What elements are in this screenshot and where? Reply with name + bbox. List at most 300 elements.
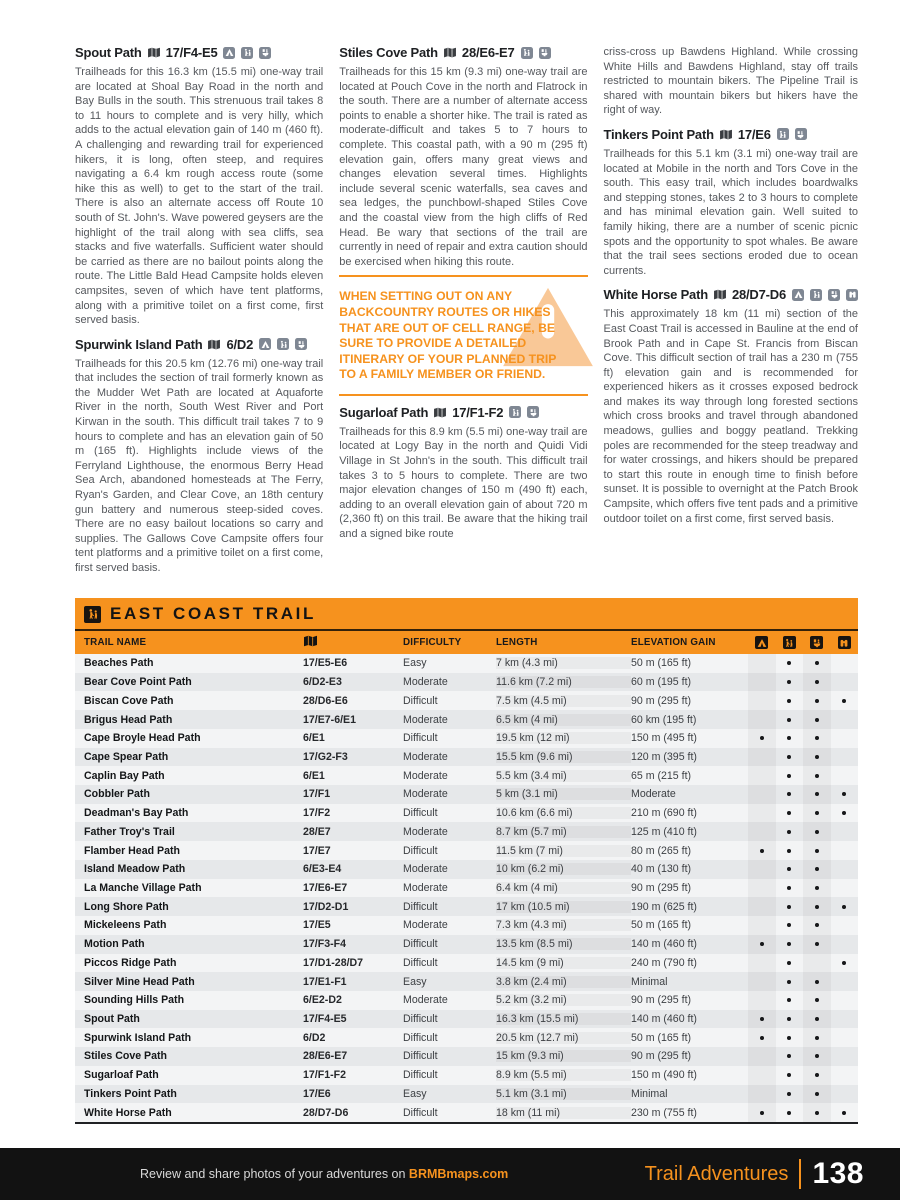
cell-amenity-toilet	[803, 991, 831, 1010]
cell-difficulty: Difficult	[403, 1050, 438, 1063]
cell-elevation-gain: 60 m (195 ft)	[631, 676, 692, 689]
cell-amenity-tent	[748, 860, 776, 879]
amenity-dot	[815, 680, 819, 684]
amenity-dot	[815, 923, 819, 927]
table-row	[75, 785, 858, 804]
amenity-dot	[842, 699, 846, 703]
cell-amenity-binoculars	[831, 691, 859, 710]
cell-amenity-toilet	[803, 710, 831, 729]
cell-difficulty: Moderate	[403, 676, 448, 689]
cell-map-reference: 17/D2-D1	[303, 900, 349, 913]
amenity-dot	[842, 811, 846, 815]
cell-amenity-toilet	[803, 954, 831, 973]
trail-description: Trailheads for this 15 km (9.3 mi) one-way trail are located at Pouch Cove in the north and Flatrock in the south. There are a number of alternate access points to enable a shorter hike. The trail is rated as moderate-difficult and takes 5 to 7 hours to complete. This coastal path, with a 90 m (295 ft) elevation gain, offers many great views and changes elevation several times. Highlights include several scenic waterfalls, sea caves and sea ledges, the punchbowl-shaped Stiles Cove and the coastal view from the high cliffs of Red Head. Be wary that sections of the trail are currently in need of repair and extra caution should be exercised when hiking this route.	[339, 66, 588, 268]
amenity-dot	[815, 830, 819, 834]
hikers-icon	[521, 47, 533, 59]
cell-amenity-hikers	[776, 785, 804, 804]
trail-section	[339, 45, 587, 269]
amenity-dot	[760, 1111, 764, 1115]
table-row	[75, 822, 858, 841]
amenity-dot	[787, 961, 791, 965]
table-row	[75, 710, 858, 729]
toilet-icon	[295, 338, 307, 350]
cell-amenity-toilet	[803, 860, 831, 879]
cell-amenity-hikers	[776, 897, 804, 916]
amenity-dot	[760, 849, 764, 853]
cell-amenity-binoculars	[831, 785, 859, 804]
amenity-dot	[842, 792, 846, 796]
cell-length: 13.5 km (8.5 mi)	[496, 938, 631, 950]
cell-amenity-binoculars	[831, 729, 859, 748]
cell-trail-name: Flamber Head Path	[84, 844, 180, 857]
cell-amenity-hikers	[776, 1028, 804, 1047]
amenity-dot	[787, 1054, 791, 1058]
tent-icon	[259, 338, 271, 350]
hikers-icon	[810, 289, 822, 301]
cell-amenity-hikers	[776, 916, 804, 935]
cell-length: 20.5 km (12.7 mi)	[496, 1032, 631, 1044]
cell-trail-name: Mickeleens Path	[84, 919, 167, 932]
amenity-dot	[787, 811, 791, 815]
cell-length: 7 km (4.3 mi)	[496, 657, 631, 669]
table-row	[75, 654, 858, 673]
column-header-tent	[748, 636, 776, 649]
trail-name: White Horse Path	[603, 287, 708, 303]
cell-map-reference: 17/E7-6/E1	[303, 713, 357, 726]
amenity-dot	[815, 886, 819, 890]
table-row	[75, 1010, 858, 1029]
page-number: 138	[812, 1157, 864, 1190]
hikers-icon	[241, 47, 253, 59]
amenity-dot	[787, 1111, 791, 1115]
column-header-trail-name: TRAIL NAME	[84, 637, 147, 648]
cell-amenity-tent	[748, 654, 776, 673]
cell-amenity-toilet	[803, 748, 831, 767]
cell-length: 6.4 km (4 mi)	[496, 882, 631, 894]
cell-amenity-toilet	[803, 879, 831, 898]
cell-amenity-toilet	[803, 1010, 831, 1029]
cell-elevation-gain: 60 km (195 ft)	[631, 713, 697, 726]
amenity-dot	[842, 961, 846, 965]
cell-amenity-binoculars	[831, 1047, 859, 1066]
cell-difficulty: Moderate	[403, 825, 448, 838]
trail-description: Trailheads for this 20.5 km (12.76 mi) one-way trail that includes the section of trail formerly known as the Mudder Wet Path are located at Aquaforte River in the north, South West River and Port Kirwan in the south. This difficult trail takes 7 to 9 hours to complete and has an elevation gain of 50 m (165 ft). Highlights include views of the Ferryland Lighthouse, the enormous Berry Head Sea Arch, abandoned homesteads at The Ferry, Ryan's Garden, and Clear Cove, an 18th century gun battery and numerous steep-sided coves. There are no easy bailout locations so carry and supplies. The Gallows Cove Campsite offers four tent platforms and a primitive toilet on a first come, first served basis.	[75, 357, 324, 574]
trail-description: Trailheads for this 16.3 km (15.5 mi) one-way trail are located at Shoal Bay Road in the north and Bay Bulls in the south. This strenuous trail takes 8 to 11 hours to complete and is very hilly, which adds to the actual elevation gain of 140 m (460 ft). A challenging and rewarding trail for experienced hikers, it is long, often steep, and requires navigating a 6.4 km rough access route (some hike this as well) to get to the start of the trail. There is also an alternate access off Route 10 south of St. John's. Wave powered geysers are the highlight of the trail along with sea cliffs, sea stacks and five waterfalls. Sufficient water should be carried as there are no bailout points along the route. The Little Bald Head Campsite holds eleven campsites, seven of which have tent platforms, along with a primitive toilet on a first come, first served basis.	[75, 66, 324, 327]
cell-difficulty: Difficult	[403, 1106, 438, 1119]
cell-length: 14.5 km (9 mi)	[496, 957, 631, 969]
amenity-dot	[760, 736, 764, 740]
cell-amenity-binoculars	[831, 748, 859, 767]
cell-elevation-gain: 65 m (215 ft)	[631, 769, 692, 782]
amenity-dot	[815, 1017, 819, 1021]
cell-amenity-binoculars	[831, 766, 859, 785]
amenity-dot	[787, 680, 791, 684]
cell-difficulty: Easy	[403, 1087, 427, 1100]
cell-amenity-binoculars	[831, 1028, 859, 1047]
cell-difficulty: Difficult	[403, 956, 438, 969]
cell-elevation-gain: Moderate	[631, 788, 676, 801]
cell-difficulty: Difficult	[403, 900, 438, 913]
table-row	[75, 691, 858, 710]
table-row	[75, 1103, 858, 1122]
table-row	[75, 748, 858, 767]
trail-name: Sugarloaf Path	[339, 404, 429, 420]
table-row	[75, 1085, 858, 1104]
cell-amenity-hikers	[776, 1047, 804, 1066]
cell-amenity-toilet	[803, 766, 831, 785]
amenity-dot	[787, 736, 791, 740]
trail-section	[604, 127, 858, 278]
cell-length: 10 km (6.2 mi)	[496, 863, 631, 875]
column-right	[604, 45, 858, 598]
table-row	[75, 1028, 858, 1047]
cell-difficulty: Difficult	[403, 1013, 438, 1026]
cell-elevation-gain: 50 m (165 ft)	[631, 1031, 692, 1044]
trail-section	[75, 337, 323, 576]
amenity-dot	[787, 923, 791, 927]
amenity-dot	[787, 774, 791, 778]
cell-amenity-tent	[748, 1085, 776, 1104]
cell-map-reference: 17/F1-F2	[303, 1069, 346, 1082]
column-middle	[339, 45, 587, 598]
cell-amenity-hikers	[776, 1085, 804, 1104]
cell-amenity-binoculars	[831, 897, 859, 916]
binoculars-icon	[846, 289, 858, 301]
trail-description: criss-cross up Bawdens Highland. While crossing White Hills and Bawdens Highland, stay off trails restricted to mountain bikers. The Pipeline Trail is shared with mountain bikers but hikers have the right of way.	[603, 46, 858, 117]
cell-elevation-gain: 150 m (495 ft)	[631, 732, 697, 745]
amenity-dot	[787, 661, 791, 665]
cell-amenity-hikers	[776, 972, 804, 991]
amenity-dot	[815, 1092, 819, 1096]
cell-amenity-hikers	[776, 841, 804, 860]
cell-amenity-tent	[748, 1066, 776, 1085]
cell-elevation-gain: 210 m (690 ft)	[631, 807, 697, 820]
cell-trail-name: Cobbler Path	[84, 788, 150, 801]
table-row	[75, 991, 858, 1010]
map-icon	[433, 407, 447, 418]
cell-map-reference: 28/D6-E6	[303, 694, 348, 707]
cell-difficulty: Moderate	[403, 750, 448, 763]
cell-length: 17 km (10.5 mi)	[496, 901, 631, 913]
cell-difficulty: Moderate	[403, 881, 448, 894]
column-header-length: LENGTH	[496, 637, 538, 648]
cell-amenity-toilet	[803, 654, 831, 673]
cell-amenity-tent	[748, 822, 776, 841]
map-reference: 17/F1-F2	[452, 404, 504, 420]
trail-section-heading	[339, 45, 587, 60]
amenity-dot	[760, 1036, 764, 1040]
amenity-dot	[815, 792, 819, 796]
trail-section-heading	[75, 337, 323, 352]
cell-map-reference: 17/E7	[303, 844, 331, 857]
cell-elevation-gain: 150 m (490 ft)	[631, 1069, 697, 1082]
cell-amenity-toilet	[803, 729, 831, 748]
east-coast-trail-table	[75, 598, 858, 1124]
map-reference: 28/D7-D6	[731, 287, 786, 303]
cell-amenity-toilet	[803, 822, 831, 841]
amenity-dot	[787, 792, 791, 796]
map-icon	[303, 635, 403, 650]
cell-amenity-hikers	[776, 804, 804, 823]
cell-amenity-toilet	[803, 916, 831, 935]
trail-name: Spout Path	[75, 45, 142, 60]
cell-map-reference: 6/E1	[303, 732, 325, 745]
cell-amenity-binoculars	[831, 972, 859, 991]
trail-section-heading	[75, 45, 323, 60]
table-title: EAST COAST TRAIL	[110, 604, 316, 623]
map-reference: 17/E6	[737, 126, 771, 142]
cell-difficulty: Moderate	[403, 788, 448, 801]
map-icon	[147, 47, 161, 58]
cell-difficulty: Difficult	[403, 807, 438, 820]
cell-map-reference: 17/F4-E5	[303, 1013, 347, 1026]
binoculars-icon	[838, 636, 851, 649]
cell-elevation-gain: 80 m (265 ft)	[631, 844, 692, 857]
toilet-icon	[828, 289, 840, 301]
cell-trail-name: Spout Path	[84, 1013, 140, 1026]
amenity-dot	[787, 1017, 791, 1021]
footer-section-label: Trail Adventures	[644, 1162, 789, 1185]
amenity-dot	[787, 699, 791, 703]
cell-length: 7.3 km (4.3 mi)	[496, 919, 631, 931]
cell-elevation-gain: 90 m (295 ft)	[631, 1050, 692, 1063]
cell-amenity-binoculars	[831, 654, 859, 673]
cell-difficulty: Difficult	[403, 1069, 438, 1082]
cell-amenity-toilet	[803, 1066, 831, 1085]
map-reference: 28/E6-E7	[461, 45, 515, 60]
cell-map-reference: 17/G2-F3	[303, 750, 348, 763]
cell-map-reference: 17/E1-F1	[303, 975, 347, 988]
amenity-dot	[787, 1092, 791, 1096]
cell-amenity-binoculars	[831, 673, 859, 692]
cell-amenity-hikers	[776, 766, 804, 785]
cell-elevation-gain: 140 m (460 ft)	[631, 938, 697, 951]
table-row	[75, 879, 858, 898]
cell-amenity-hikers	[776, 748, 804, 767]
cell-amenity-binoculars	[831, 1085, 859, 1104]
table-row	[75, 954, 858, 973]
cell-length: 5.2 km (3.2 mi)	[496, 994, 631, 1006]
amenity-dot	[787, 942, 791, 946]
cell-length: 15 km (9.3 mi)	[496, 1050, 631, 1062]
amenity-dot	[787, 1036, 791, 1040]
cell-amenity-hikers	[776, 991, 804, 1010]
map-icon	[443, 47, 457, 58]
table-row	[75, 1066, 858, 1085]
cell-amenity-toilet	[803, 935, 831, 954]
cell-elevation-gain: 140 m (460 ft)	[631, 1013, 697, 1026]
amenity-dot	[842, 905, 846, 909]
trail-name: Tinkers Point Path	[603, 126, 714, 142]
cell-amenity-tent	[748, 785, 776, 804]
cell-trail-name: Bear Cove Point Path	[84, 676, 192, 689]
amenity-dot	[815, 849, 819, 853]
cell-amenity-binoculars	[831, 954, 859, 973]
cell-length: 7.5 km (4.5 mi)	[496, 695, 631, 707]
cell-amenity-toilet	[803, 1028, 831, 1047]
cell-amenity-tent	[748, 972, 776, 991]
amenity-dot	[815, 905, 819, 909]
column-header-binoculars	[831, 636, 859, 649]
cell-length: 11.6 km (7.2 mi)	[496, 676, 631, 688]
amenity-dot	[787, 867, 791, 871]
cell-amenity-tent	[748, 991, 776, 1010]
amenity-dot	[787, 830, 791, 834]
cell-amenity-toilet	[803, 1047, 831, 1066]
cell-map-reference: 17/E6-E7	[303, 881, 348, 894]
brmbmaps-link[interactable]: BRMBmaps.com	[408, 1167, 509, 1181]
cell-map-reference: 17/F2	[303, 807, 331, 820]
backcountry-warning-callout	[339, 275, 587, 396]
cell-amenity-binoculars	[831, 879, 859, 898]
cell-elevation-gain: 90 m (295 ft)	[631, 881, 692, 894]
cell-amenity-tent	[748, 1010, 776, 1029]
cell-amenity-tent	[748, 954, 776, 973]
cell-amenity-toilet	[803, 897, 831, 916]
cell-trail-name: Father Troy's Trail	[84, 825, 175, 838]
cell-length: 5.5 km (3.4 mi)	[496, 770, 631, 782]
column-header-toilet	[803, 636, 831, 649]
toilet-icon	[539, 47, 551, 59]
cell-difficulty: Easy	[403, 975, 427, 988]
cell-length: 6.5 km (4 mi)	[496, 714, 631, 726]
footer-promo-text: Review and share photos of your adventures on BRMBmaps.com	[140, 1167, 509, 1181]
cell-trail-name: White Horse Path	[84, 1106, 172, 1119]
map-icon	[719, 129, 733, 140]
cell-amenity-toilet	[803, 841, 831, 860]
cell-amenity-tent	[748, 897, 776, 916]
amenity-dot	[787, 755, 791, 759]
cell-difficulty: Moderate	[403, 994, 448, 1007]
cell-difficulty: Difficult	[403, 1031, 438, 1044]
cell-trail-name: Brigus Head Path	[84, 713, 173, 726]
cell-amenity-tent	[748, 729, 776, 748]
trail-section	[604, 287, 858, 526]
cell-amenity-tent	[748, 879, 776, 898]
cell-amenity-tent	[748, 916, 776, 935]
cell-difficulty: Difficult	[403, 844, 438, 857]
footer-section-info	[645, 1157, 864, 1191]
table-row	[75, 804, 858, 823]
amenity-dot	[815, 942, 819, 946]
amenity-dot	[760, 1017, 764, 1021]
table-row	[75, 841, 858, 860]
cell-amenity-tent	[748, 766, 776, 785]
cell-elevation-gain: Minimal	[631, 975, 668, 988]
warning-text: WHEN SETTING OUT ON ANY BACKCOUNTRY ROUTES OR HIKES THAT ARE OUT OF CELL RANGE, BE SURE TO PROVIDE A DETAILED ITINERARY OF YOUR PLANNED TRIP TO A FAMILY MEMBER OR FRIEND.	[339, 289, 557, 382]
cell-length: 5 km (3.1 mi)	[496, 788, 631, 800]
cell-amenity-binoculars	[831, 804, 859, 823]
table-header-row	[75, 631, 858, 654]
cell-trail-name: Biscan Cove Path	[84, 694, 174, 707]
cell-map-reference: 17/E5	[303, 919, 331, 932]
cell-length: 10.6 km (6.6 mi)	[496, 807, 631, 819]
hikers-icon	[277, 338, 289, 350]
toilet-icon	[259, 47, 271, 59]
cell-elevation-gain: 90 m (295 ft)	[631, 694, 692, 707]
toilet-icon	[795, 128, 807, 140]
cell-amenity-binoculars	[831, 822, 859, 841]
cell-amenity-tent	[748, 1103, 776, 1122]
cell-difficulty: Difficult	[403, 732, 438, 745]
cell-elevation-gain: 90 m (295 ft)	[631, 994, 692, 1007]
map-icon	[207, 339, 221, 350]
cell-trail-name: Island Meadow Path	[84, 863, 186, 876]
cell-trail-name: La Manche Village Path	[84, 881, 202, 894]
table-banner	[75, 598, 858, 654]
amenity-dot	[815, 755, 819, 759]
cell-length: 11.5 km (7 mi)	[496, 845, 631, 857]
cell-amenity-toilet	[803, 1085, 831, 1104]
cell-amenity-hikers	[776, 935, 804, 954]
amenity-dot	[787, 718, 791, 722]
amenity-dot	[815, 699, 819, 703]
cell-map-reference: 17/F3-F4	[303, 938, 346, 951]
cell-difficulty: Easy	[403, 657, 427, 670]
cell-amenity-binoculars	[831, 710, 859, 729]
page-footer	[0, 1148, 900, 1200]
cell-trail-name: Motion Path	[84, 938, 145, 951]
trail-name: Stiles Cove Path	[339, 45, 438, 60]
column-left	[75, 45, 323, 598]
tent-icon	[223, 47, 235, 59]
cell-length: 8.9 km (5.5 mi)	[496, 1069, 631, 1081]
cell-amenity-binoculars	[831, 860, 859, 879]
cell-length: 15.5 km (9.6 mi)	[496, 751, 631, 763]
hikers-icon	[509, 406, 521, 418]
cell-trail-name: Tinkers Point Path	[84, 1087, 177, 1100]
cell-length: 3.8 km (2.4 mi)	[496, 976, 631, 988]
cell-trail-name: Piccos Ridge Path	[84, 956, 177, 969]
cell-length: 18 km (11 mi)	[496, 1107, 631, 1119]
page-content	[75, 45, 858, 1124]
cell-amenity-binoculars	[831, 935, 859, 954]
amenity-dot	[760, 942, 764, 946]
cell-difficulty: Moderate	[403, 769, 448, 782]
cell-map-reference: 17/E5-E6	[303, 657, 348, 670]
trail-name: Spurwink Island Path	[75, 336, 203, 352]
cell-difficulty: Difficult	[403, 694, 438, 707]
cell-trail-name: Cape Spear Path	[84, 750, 169, 763]
cell-amenity-hikers	[776, 1010, 804, 1029]
cell-amenity-binoculars	[831, 1103, 859, 1122]
cell-elevation-gain: 230 m (755 ft)	[631, 1106, 697, 1119]
cell-amenity-tent	[748, 804, 776, 823]
table-row	[75, 1047, 858, 1066]
cell-amenity-tent	[748, 935, 776, 954]
table-row	[75, 916, 858, 935]
cell-elevation-gain: 50 m (165 ft)	[631, 919, 692, 932]
amenity-dot	[815, 980, 819, 984]
table-row	[75, 860, 858, 879]
cell-amenity-hikers	[776, 654, 804, 673]
cell-map-reference: 17/D1-28/D7	[303, 956, 364, 969]
amenity-dot	[815, 998, 819, 1002]
amenity-dot	[815, 1073, 819, 1077]
cell-amenity-toilet	[803, 673, 831, 692]
cell-elevation-gain: 50 m (165 ft)	[631, 657, 692, 670]
cell-amenity-hikers	[776, 860, 804, 879]
amenity-dot	[815, 1111, 819, 1115]
amenity-dot	[787, 886, 791, 890]
cell-map-reference: 6/D2	[303, 1031, 326, 1044]
amenity-dot	[815, 1036, 819, 1040]
cell-amenity-hikers	[776, 1066, 804, 1085]
trail-description: This approximately 18 km (11 mi) section of the East Coast Trail is accessed in Bauline at the end of Brook Path and in Cape St. Francis from Biscan Cove. This difficult section of trail has a 230 m (755 ft) elevation gain and is recommended for experienced hikers as it crosses exposed bedrock and makes its way through long forested sections which cross brooks and travel through abandoned meadows, gullies and boggy peatland. Trekking poles are recommended for the steep treadway and for water crossings, and hikers should be prepared to start this route in enough time to finish before sunset. It is possible to overnight at the Patch Brook Campsite, which offers five tent pads and a primitive outdoor toilet on a first come, first served basis.	[603, 308, 858, 525]
cell-amenity-tent	[748, 691, 776, 710]
cell-length: 8.7 km (5.7 mi)	[496, 826, 631, 838]
amenity-dot	[815, 736, 819, 740]
